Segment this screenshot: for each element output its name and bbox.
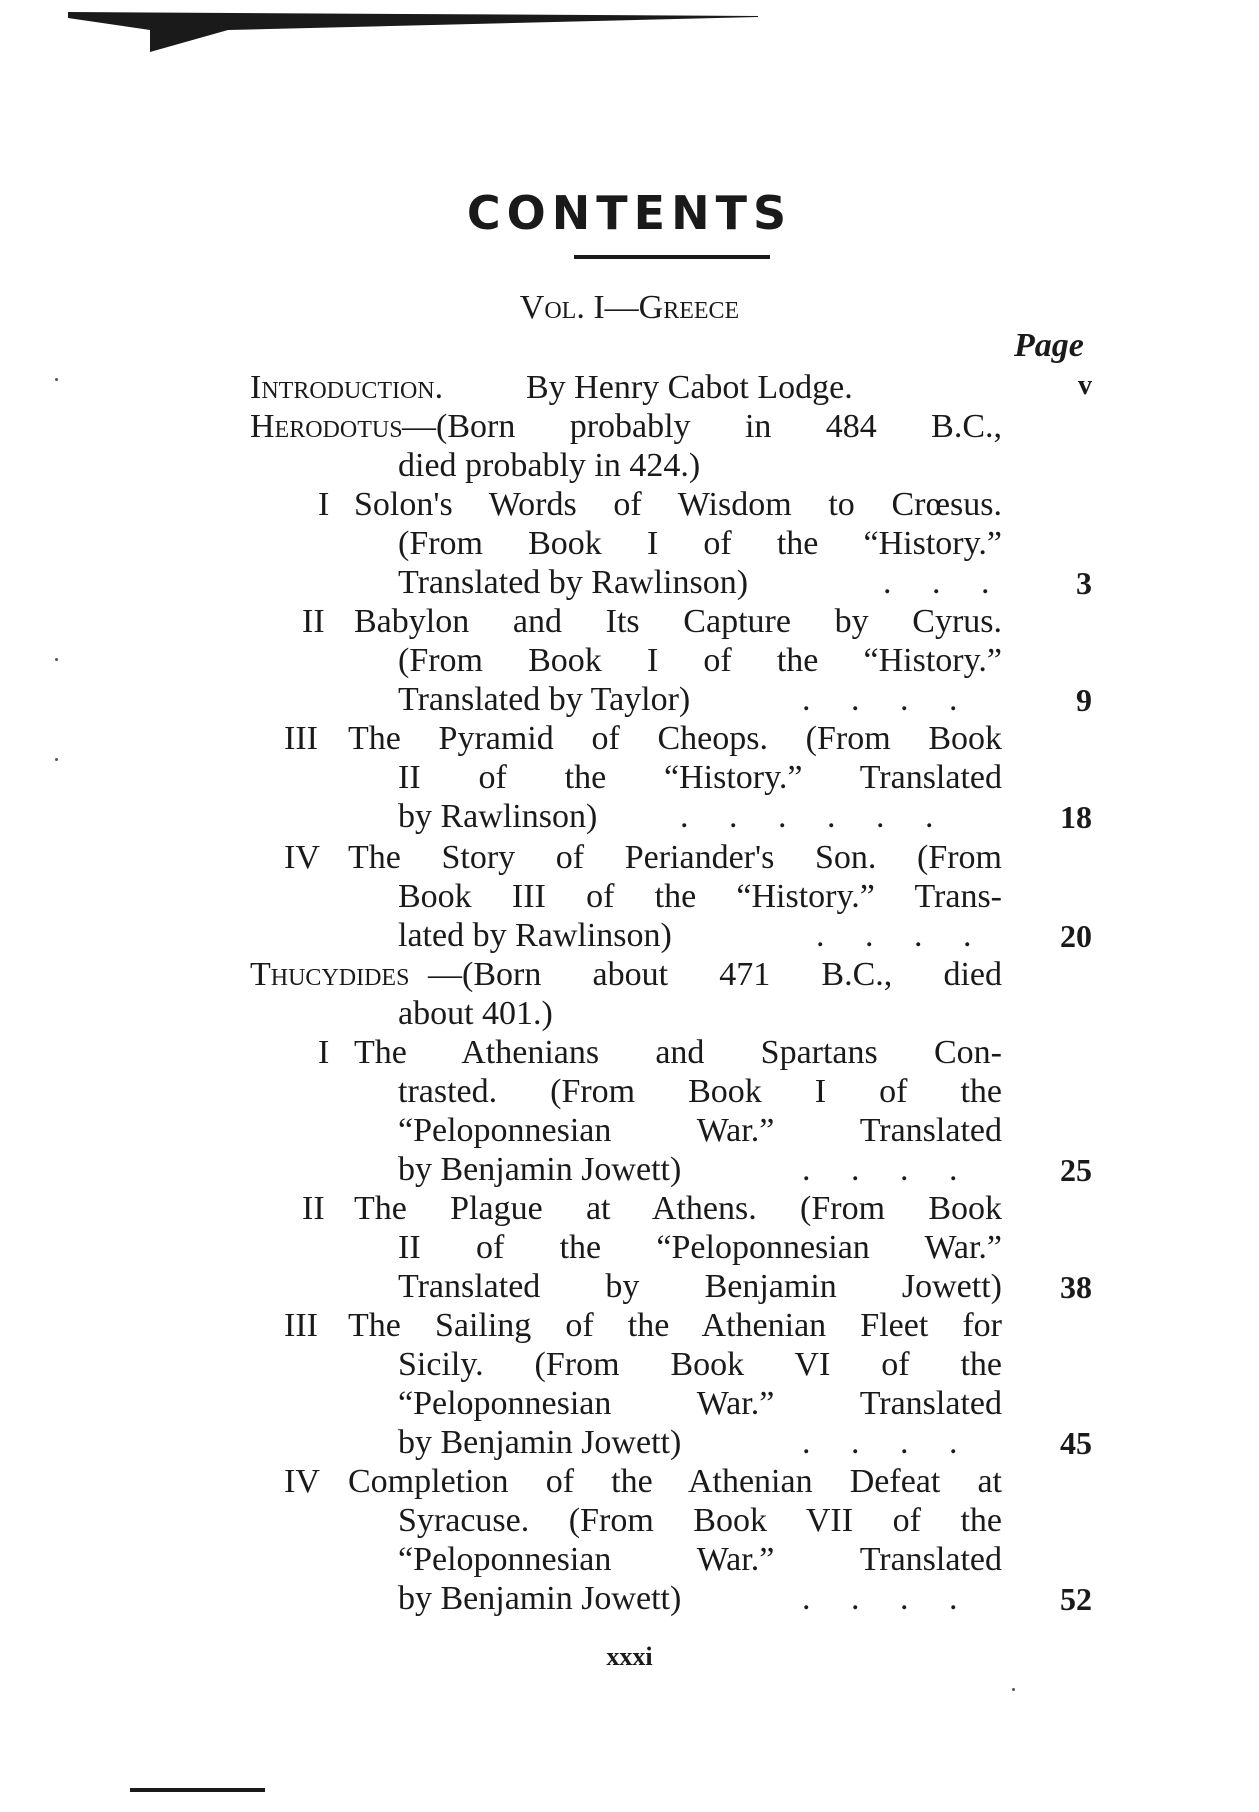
toc-item-line: by Rawlinson) <box>398 798 598 835</box>
toc-page-number: 25 <box>1060 1152 1092 1188</box>
scan-speck <box>55 758 58 761</box>
scan-speck <box>55 658 58 661</box>
toc-item-line: “Peloponnesian War.” Translated <box>398 1541 1002 1578</box>
item-numeral: I <box>318 486 330 523</box>
toc-item-line: II of the “Peloponnesian War.” <box>398 1229 1002 1266</box>
scan-speck <box>55 378 58 381</box>
toc-item-line: by Benjamin Jowett) <box>398 1151 682 1188</box>
toc-item-line: Book III of the “History.” Trans- <box>398 878 1002 915</box>
author-dates-cont: about 401.) <box>398 995 553 1032</box>
author-dates-cont: died probably in 424.) <box>398 447 701 484</box>
toc-item-line: Syracuse. (From Book VII of the <box>398 1502 1002 1539</box>
toc-item-line: Sicily. (From Book VI of the <box>398 1346 1002 1383</box>
toc-item-line: (From Book I of the “History.” <box>398 642 1002 679</box>
toc-item-line: lated by Rawlinson) <box>398 917 672 954</box>
toc-page-number: 52 <box>1060 1581 1092 1617</box>
volume-heading: Vol. I—Greece <box>519 289 740 326</box>
toc-item-line: by Benjamin Jowett) <box>398 1580 682 1617</box>
leader-dots: . . . . . . <box>680 798 950 835</box>
toc-page-number: 18 <box>1060 799 1092 835</box>
item-numeral: I <box>318 1034 330 1071</box>
leader-dots: . . . . <box>802 1424 974 1461</box>
toc-item-line: (From Book I of the “History.” <box>398 525 1002 562</box>
author-dates: —(Born about 471 B.C., died <box>428 956 1002 993</box>
leader-dots: . . . . <box>802 681 974 718</box>
leader-dots: . . . <box>883 564 1006 601</box>
toc-item-line: Babylon and Its Capture by Cyrus. <box>354 603 1002 640</box>
toc-item-line: Translated by Rawlinson) <box>398 564 749 601</box>
scan-speck <box>1012 1688 1015 1691</box>
page-title: CONTENTS <box>466 186 793 240</box>
toc-item-line: The Pyramid of Cheops. (From Book <box>348 720 1002 757</box>
toc-item-line: Solon's Words of Wisdom to Crœsus. <box>354 486 1002 523</box>
item-numeral: III <box>284 1307 318 1344</box>
toc-item-line: Translated by Taylor) <box>398 681 691 718</box>
introduction-page: v <box>1078 370 1092 401</box>
author-name: Herodotus <box>250 408 403 445</box>
toc-item-line: by Benjamin Jowett) <box>398 1424 682 1461</box>
toc-page-number: 9 <box>1076 682 1092 718</box>
toc-page-number: 45 <box>1060 1425 1092 1461</box>
toc-item-line: II of the “History.” Translated <box>398 759 1002 796</box>
scan-smudge-top <box>68 8 758 52</box>
item-numeral: IV <box>284 1463 320 1500</box>
toc-page-number: 20 <box>1060 918 1092 954</box>
item-numeral: II <box>302 603 325 640</box>
toc-item-line: Translated by Benjamin Jowett) <box>398 1268 1002 1305</box>
author-name: Thucydides <box>250 956 410 993</box>
toc-item-line: The Story of Periander's Son. (From <box>348 839 1002 876</box>
toc-item-line: “Peloponnesian War.” Translated <box>398 1112 1002 1149</box>
toc-item-line: “Peloponnesian War.” Translated <box>398 1385 1002 1422</box>
item-numeral: III <box>284 720 318 757</box>
leader-dots: . . . . <box>802 1151 974 1188</box>
toc-item-line: Completion of the Athenian Defeat at <box>348 1463 1002 1500</box>
leader-dots: . . . . <box>802 1580 974 1617</box>
scan-smudge-bottom <box>130 1788 265 1792</box>
author-dates: —(Born probably in 484 B.C., <box>402 408 1002 445</box>
toc-item-line: trasted. (From Book I of the <box>398 1073 1002 1110</box>
leader-dots: . . . . <box>816 917 988 954</box>
page-folio: xxxi <box>606 1642 653 1671</box>
toc-page-number: 38 <box>1060 1269 1092 1305</box>
item-numeral: II <box>302 1190 325 1227</box>
toc-item-line: The Athenians and Spartans Con- <box>354 1034 1002 1071</box>
page-column-label: Page <box>1014 327 1084 364</box>
title-rule <box>574 255 770 259</box>
toc-item-line: The Sailing of the Athenian Fleet for <box>348 1307 1002 1344</box>
toc-page-number: 3 <box>1076 565 1092 601</box>
introduction-label: Introduction. <box>250 369 444 406</box>
toc-item-line: The Plague at Athens. (From Book <box>354 1190 1002 1227</box>
item-numeral: IV <box>284 839 320 876</box>
introduction-text: By Henry Cabot Lodge. <box>526 369 853 406</box>
